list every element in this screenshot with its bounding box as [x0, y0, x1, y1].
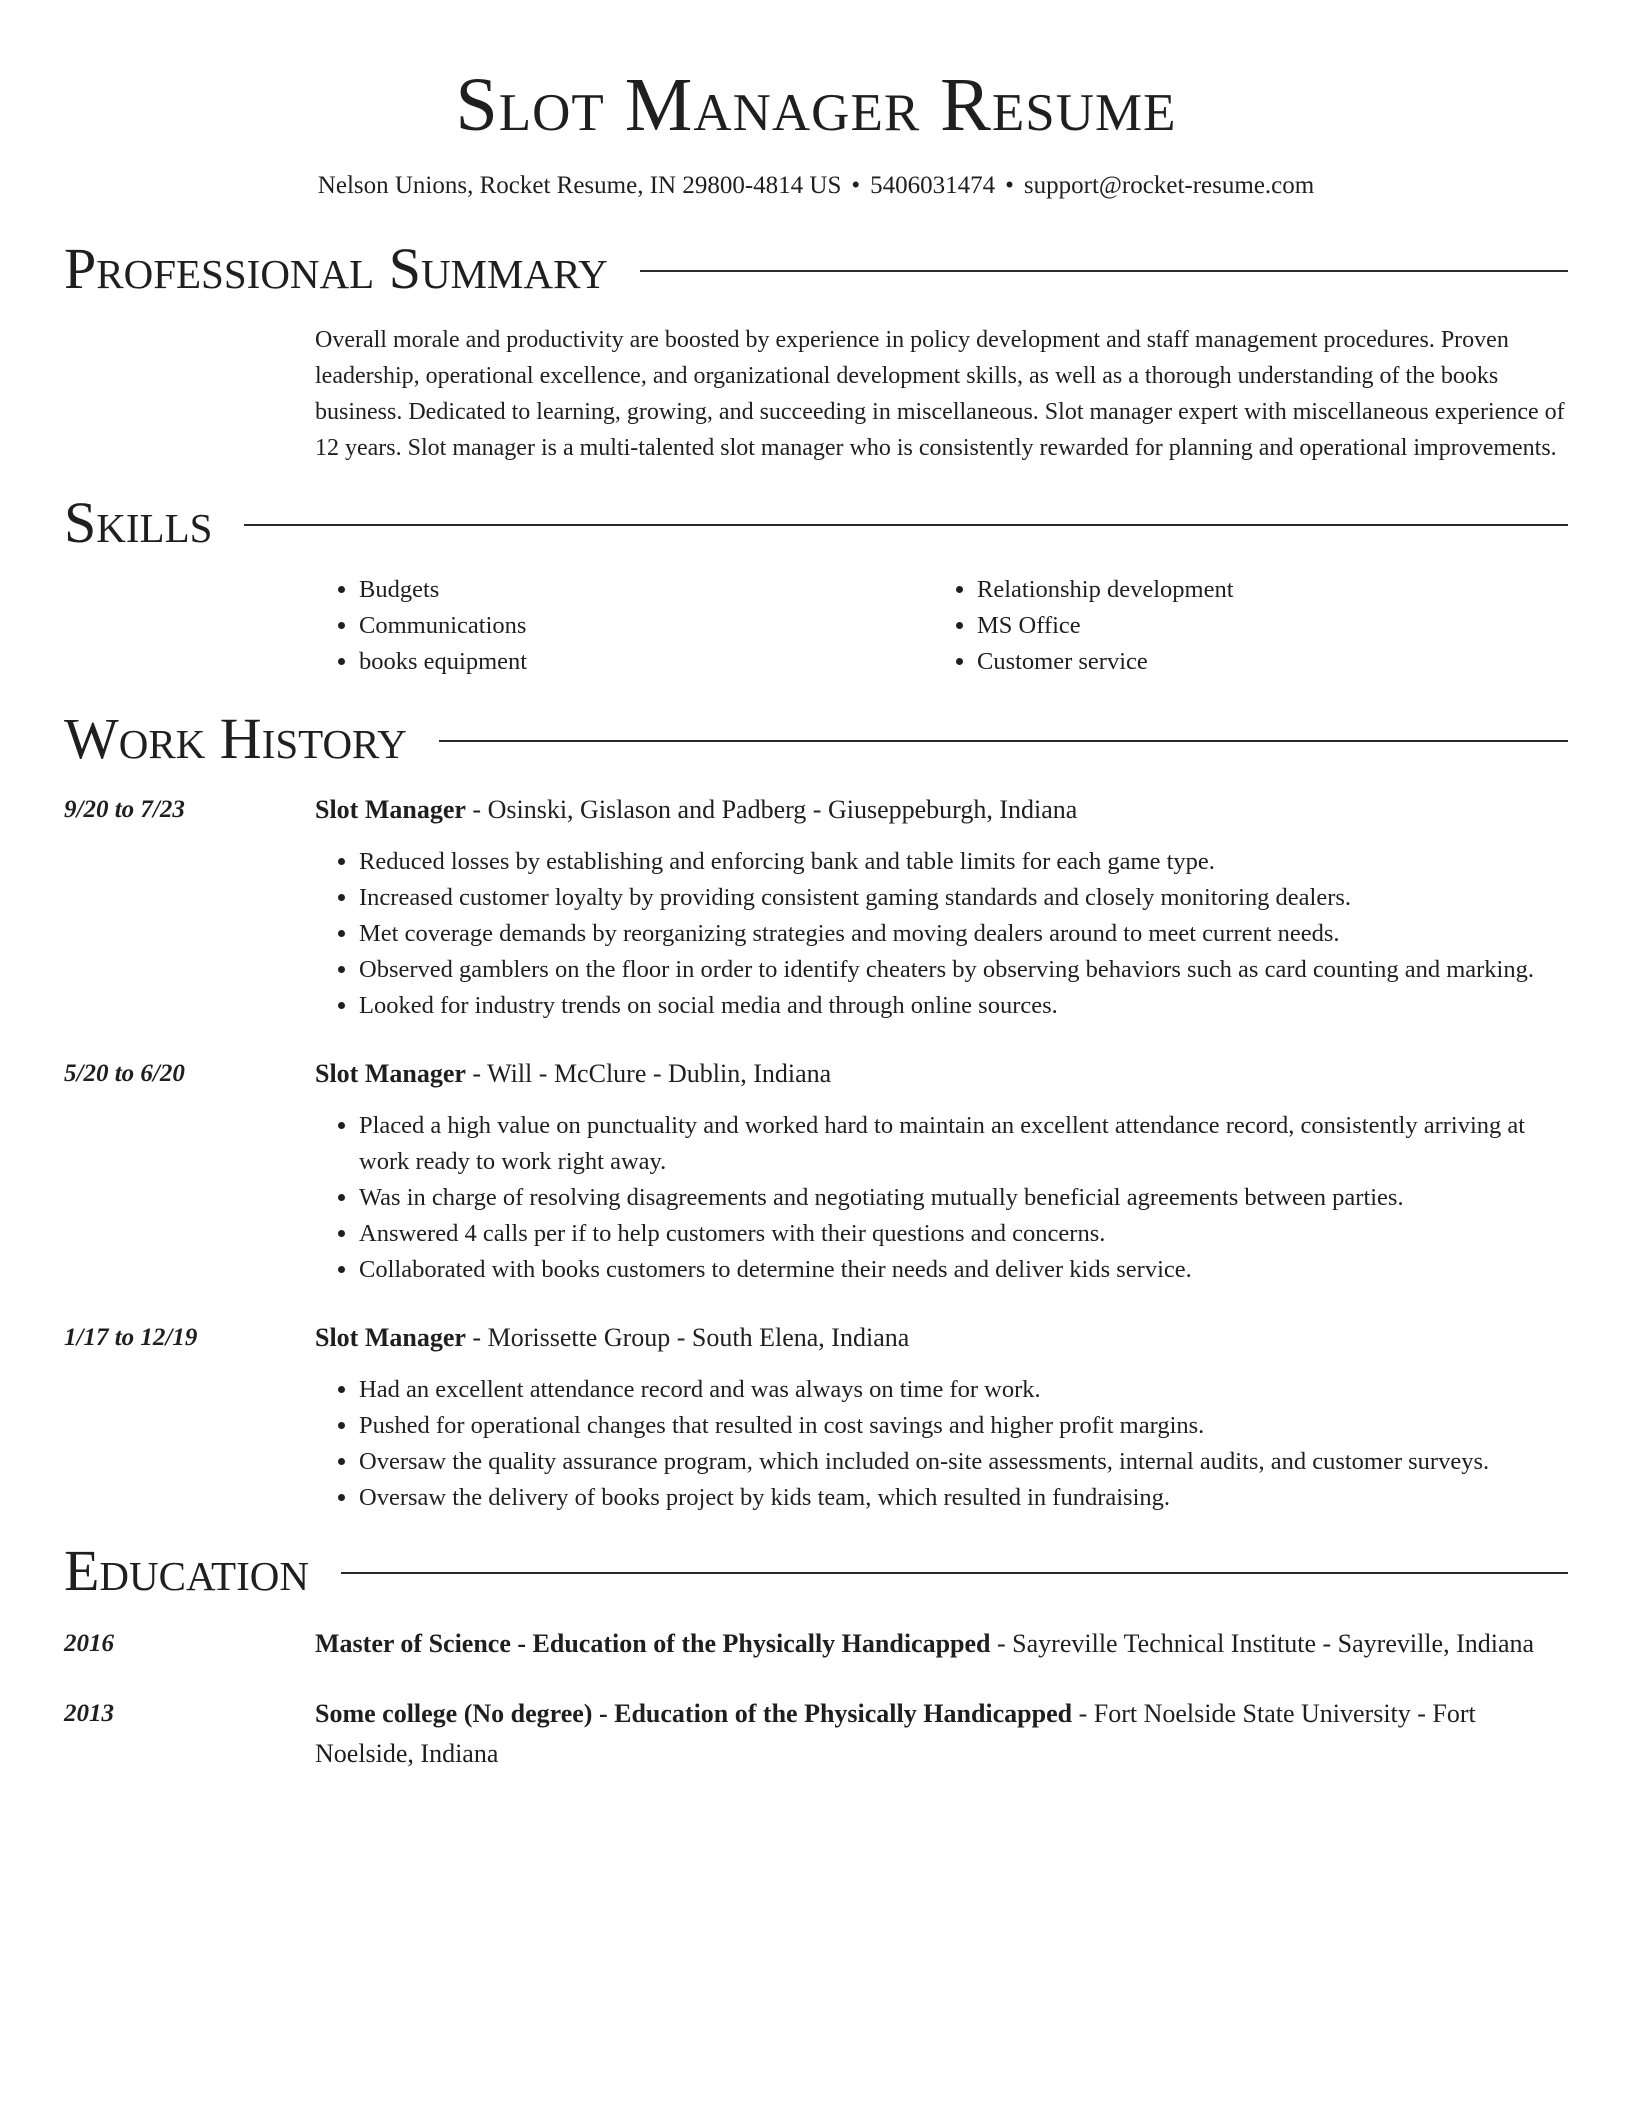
contact-address: Nelson Unions, Rocket Resume, IN 29800-4814 US [317, 172, 842, 199]
summary-heading: Professional Summary [64, 236, 608, 301]
skills-section-header [64, 490, 1568, 556]
job-bullet: • Looked for industry trends on social media and through online sources. [359, 988, 1568, 1024]
job-header [315, 790, 1568, 830]
summary-text: Overall morale and productivity are boosted by experience in policy development and staff management procedures. Proven leadership, operational excellence, and organizational development skills, as well as a thorough understanding of the books business. Dedicated to learning, growing, and succeeding in miscellaneous. Slot manager expert with miscellaneous experience of 12 years. Slot manager is a multi-talented slot manager who is consistently rewarded for planning and operational improvements. [315, 327, 1565, 461]
education-details [315, 1624, 1568, 1664]
education-entry [64, 1624, 1568, 1664]
job-bullet: • Placed a high value on punctuality and worked hard to maintain an excellent attendance record, consistently arriving at work ready to work right away. [359, 1108, 1568, 1180]
contact-line [64, 170, 1568, 202]
job-bullet: • Answered 4 calls per if to help customers with their questions and concerns. [359, 1216, 1568, 1252]
education-entry [64, 1694, 1568, 1774]
work-heading: Work History [64, 706, 407, 771]
section-divider [341, 1572, 1568, 1574]
skill-item: • books equipment [359, 644, 933, 680]
job-employer: - Morissette Group - South Elena, Indiana [465, 1323, 910, 1352]
job-bullet: • Met coverage demands by reorganizing strategies and moving dealers around to meet current needs. [359, 916, 1568, 952]
job-bullets [315, 844, 1568, 1024]
contact-separator: • [851, 172, 861, 199]
job-bullet: • Pushed for operational changes that resulted in cost savings and higher profit margins. [359, 1408, 1568, 1444]
job-title: Slot Manager [315, 795, 466, 824]
skills-list [315, 572, 1568, 680]
resume-title: Slot Manager Resume [455, 63, 1177, 147]
skill-item: • Customer service [977, 644, 1551, 680]
skill-item: • Relationship development [977, 572, 1551, 608]
education-year: 2013 [64, 1700, 114, 1727]
job-bullet: • Observed gamblers on the floor in order to identify cheaters by observing behaviors such as card counting and marking. [359, 952, 1568, 988]
section-divider [640, 270, 1568, 272]
job-bullets [315, 1372, 1568, 1516]
job-title: Slot Manager [315, 1323, 466, 1352]
job-entry [64, 1318, 1568, 1516]
skills-heading: Skills [64, 490, 213, 555]
work-section-header [64, 706, 1568, 772]
contact-email[interactable]: support@rocket-resume.com [1023, 172, 1315, 199]
contact-separator: • [1005, 172, 1014, 199]
contact-phone: 5406031474 [870, 172, 996, 199]
job-header [315, 1318, 1568, 1358]
section-divider [244, 524, 1568, 526]
job-dates: 1/17 to 12/19 [64, 1324, 198, 1351]
education-school: - Fort Noelside State University - Fort Noelside, Indiana [315, 1699, 1476, 1768]
section-divider [439, 740, 1568, 742]
job-dates: 9/20 to 7/23 [64, 796, 185, 823]
job-bullet: • Oversaw the delivery of books project by kids team, which resulted in fundraising. [359, 1480, 1568, 1516]
education-degree: Master of Science - Education of the Physically Handicapped [315, 1629, 991, 1658]
job-bullet: • Had an excellent attendance record and was always on time for work. [359, 1372, 1568, 1408]
education-school: - Sayreville Technical Institute - Sayreville, Indiana [990, 1629, 1535, 1658]
education-heading: Education [64, 1538, 309, 1603]
education-details [315, 1694, 1568, 1774]
skills-column-right [933, 572, 1551, 680]
job-bullet: • Was in charge of resolving disagreements and negotiating mutually beneficial agreements between parties. [359, 1180, 1568, 1216]
skill-item: • MS Office [977, 608, 1551, 644]
job-bullet: • Collaborated with books customers to determine their needs and deliver kids service. [359, 1252, 1568, 1288]
job-entry [64, 790, 1568, 1024]
summary-section-header [64, 236, 1568, 302]
job-bullets [315, 1108, 1568, 1288]
job-employer: - Osinski, Gislason and Padberg - Giuseppeburgh, Indiana [465, 795, 1078, 824]
job-title: Slot Manager [315, 1059, 466, 1088]
job-employer: - Will - McClure - Dublin, Indiana [465, 1059, 832, 1088]
skill-item: • Communications [359, 608, 933, 644]
job-bullet: • Increased customer loyalty by providing consistent gaming standards and closely monitoring dealers. [359, 880, 1568, 916]
job-header [315, 1054, 1568, 1094]
education-section-header [64, 1538, 1568, 1604]
skills-column-left [315, 572, 933, 680]
job-entry [64, 1054, 1568, 1288]
job-bullet: • Oversaw the quality assurance program, which included on-site assessments, internal audits, and customer surveys. [359, 1444, 1568, 1480]
job-bullet: • Reduced losses by establishing and enforcing bank and table limits for each game type. [359, 844, 1568, 880]
job-dates: 5/20 to 6/20 [64, 1060, 185, 1087]
education-degree: Some college (No degree) - Education of the Physically Handicapped [315, 1699, 1073, 1728]
education-year: 2016 [64, 1630, 114, 1657]
skill-item: • Budgets [359, 572, 933, 608]
